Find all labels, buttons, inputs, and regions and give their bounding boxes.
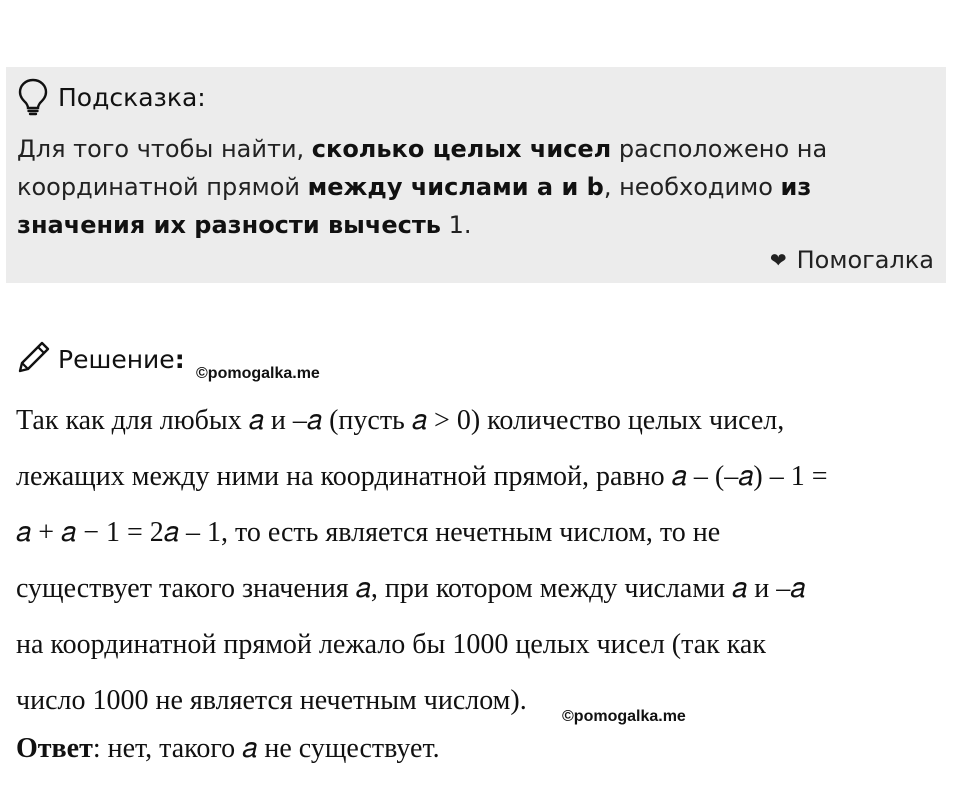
answer [16, 727, 440, 771]
hint-header [18, 77, 206, 117]
answer-text: : нет, такого 𝑎 не существует. [92, 733, 440, 764]
pencil-icon [16, 339, 52, 379]
watermark: ©pomogalka.me [196, 365, 320, 382]
hint-text-bold: между числами a и b [307, 173, 604, 201]
hint-title: Подсказка: [58, 82, 206, 112]
hint-text-bold: сколько целых чисел [311, 135, 612, 163]
solution-title: Решение: [58, 344, 185, 374]
solution-header [16, 338, 185, 380]
hint-text-segment: Для того чтобы найти, [17, 135, 312, 163]
hint-text-bold: из значения их разности вычесть [17, 173, 812, 239]
solution-line: 𝑎 + 𝑎 − 1 = 2𝑎 – 1, то есть является нечетным числом, то не [16, 517, 721, 548]
solution-line: существует такого значения 𝑎, при котором между числами 𝑎 и –𝑎 [16, 573, 806, 604]
solution-line: Так как для любых 𝑎 и –𝑎 (пусть 𝑎 > 0) количество целых чисел, [16, 405, 785, 436]
solution-line: лежащих между ними на координатной прямой, равно 𝑎 – (–𝑎) – 1 = [16, 461, 828, 492]
solution-line: на координатной прямой лежало бы 1000 целых чисел (так как [16, 629, 766, 660]
watermark-bottom: ©pomogalka.me [562, 708, 686, 725]
brand-label [770, 246, 934, 274]
hint-text-segment: , необходимо [603, 173, 781, 201]
answer-label: Ответ [16, 733, 93, 764]
hint-text [17, 130, 917, 244]
solution-line: число 1000 не является нечетным числом). [16, 685, 527, 716]
hint-text-segment: расположено на координатной прямой [17, 135, 828, 201]
brand-name: Помогалка [796, 246, 934, 274]
heart-icon: ❤ [769, 248, 787, 272]
hint-text-segment: 1. [440, 211, 472, 239]
lightbulb-icon [18, 78, 48, 116]
hint-box [6, 67, 946, 283]
solution-text [16, 393, 946, 729]
